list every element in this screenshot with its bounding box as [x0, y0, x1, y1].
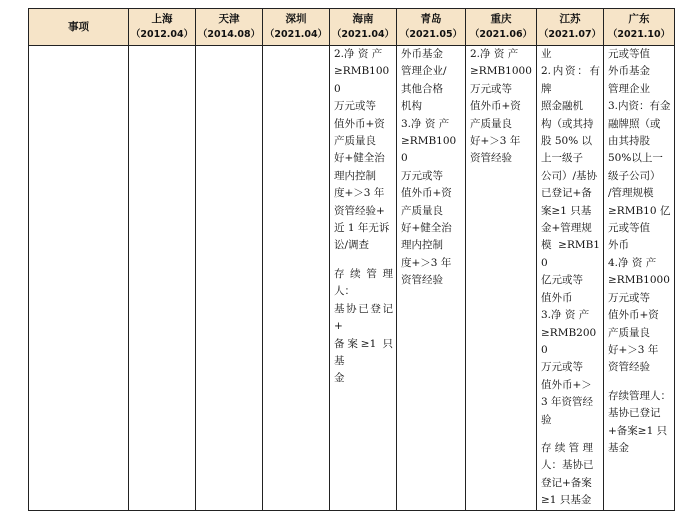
cell-item	[29, 46, 129, 511]
cell-shanghai	[129, 46, 196, 511]
header-qingdao: 青岛 （2021.05）	[397, 9, 466, 46]
guangdong-existing-manager: 存续管理人： 基协已登记 +备案≥1 只 基金	[608, 389, 671, 454]
jiangsu-text: 业 2.内资：有牌 照金融机 构（或其持 股 50% 以 上一级子 公司）/基协 已登记+备 案≥1 只基 金+管理规 模≥RMB10 亿元或等 值外币 3.净 资 产 ≥RMB2000 万元或等 值外币+＞ 3 年资管经 验	[541, 48, 600, 426]
cell-qingdao	[397, 46, 466, 511]
header-item: 事项	[29, 9, 129, 46]
jiangsu-existing-manager: 存 续 管 理 人：基协已 登记+备案 ≥1 只基金	[541, 441, 594, 507]
header-chongqing: 重庆 （2021.06）	[466, 9, 537, 46]
cell-hainan	[330, 46, 397, 511]
chongqing-text: 2.净 资 产 ≥RMB1000 万元或等 值外币+资 产质量良 好+＞3 年 资管经验	[470, 48, 532, 165]
hainan-existing-manager: 存续管理人： 基协已登记+ 备案≥1 只基 金	[334, 267, 393, 385]
header-shenzhen: 深圳 （2021.04）	[263, 9, 330, 46]
hainan-text: 2.净 资 产 ≥RMB1000 万元或等 值外币+资 产质量良 好+健全治 理内控制 度+＞3 年 资管经验+ 近 1 年无诉 讼/调查	[334, 48, 390, 252]
table-row	[29, 46, 675, 511]
cell-tianjin	[196, 46, 263, 511]
header-tianjin: 天津 （2014.08）	[196, 9, 263, 46]
guangdong-text: 元或等值 外币基金 管理企业 3.内资：有金 融牌照（或 由其持股 50%以上一 级子公司） /管理规模 ≥RMB10 亿 元或等值 外币 4.净 资 产 ≥RMB1000 万元或等 值外币+资 产质量良 好+＞3 年 资管经验	[608, 48, 671, 374]
cell-guangdong	[604, 46, 675, 511]
regulation-comparison-table	[28, 8, 674, 507]
cell-shenzhen	[263, 46, 330, 511]
header-guangdong: 广东 （2021.10）	[604, 9, 675, 46]
qingdao-text: 外币基金 管理企业/ 其他合格 机构 3.净 资 产 ≥RMB1000 万元或等 值外币+资 产质量良 好+健全治 理内控制 度+＞3 年 资管经验	[401, 48, 457, 287]
header-hainan: 海南 （2021.04）	[330, 9, 397, 46]
header-jiangsu: 江苏 （2021.07）	[537, 9, 604, 46]
header-row	[29, 9, 675, 46]
header-shanghai: 上海 （2012.04）	[129, 9, 196, 46]
cell-chongqing	[466, 46, 537, 511]
cell-jiangsu	[537, 46, 604, 511]
